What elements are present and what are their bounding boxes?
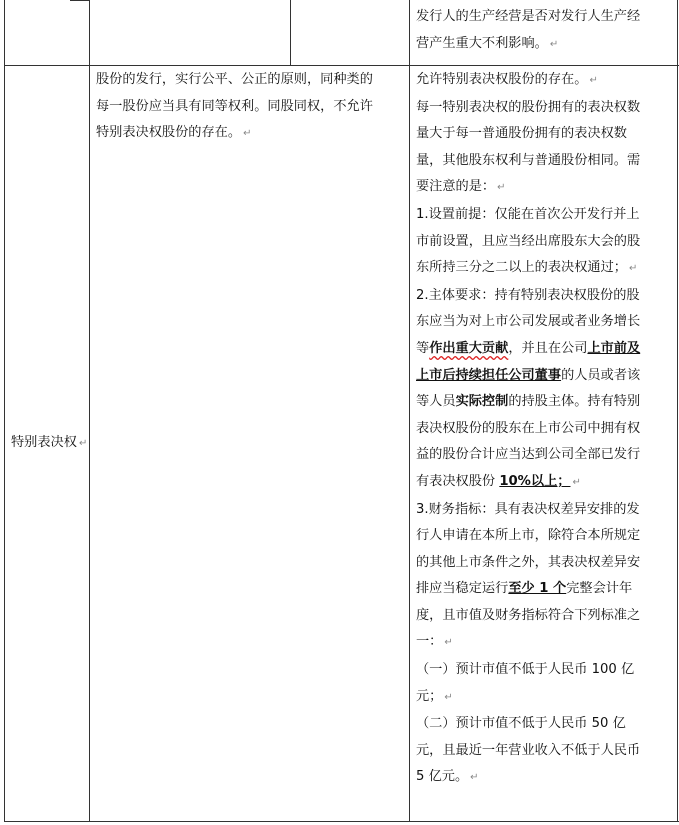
text-line: 上市后持续担任公司董事的人员或者该 — [416, 367, 641, 383]
text-line: 营产生重大不利影响。 ↵ — [416, 35, 559, 51]
text-line: 表决权股份的股东在上市公司中拥有权 — [416, 420, 641, 436]
text-line: 的其他上市条件之外，其表决权差异安 — [416, 554, 641, 570]
text-line: 东所持三分之二以上的表决权通过； ↵ — [416, 260, 638, 276]
emphasis-at-least-one: 至少 1 个 — [508, 581, 567, 597]
text-line: 行人申请在本所上市，除符合本所规定 — [416, 528, 641, 544]
text-line: 排应当稳定运行至少 1 个完整会计年 — [416, 581, 633, 597]
paragraph-mark-icon: ↵ — [589, 75, 598, 86]
text-line: 等作出重大贡献，并且在公司上市前及 — [416, 340, 641, 356]
text-line: 量大于每一普通股份拥有的表决权数 — [416, 126, 627, 142]
paragraph-mark-icon: ↵ — [629, 263, 638, 275]
emphasis-actual-control: 实际控制 — [455, 394, 509, 410]
text-line: 每一特别表决权的股份拥有的表决权数 — [416, 99, 641, 115]
text-line: 度，且市值及财务指标符合下列标准之 — [416, 607, 641, 623]
text-line: 3.财务指标：具有表决权差异安排的发 — [416, 501, 640, 517]
emphasis-before-after-listing: 上市前及 — [587, 340, 641, 356]
col2-main-text — [96, 67, 406, 148]
text-line: 有表决权股份 10%以上； ↵ — [416, 473, 581, 489]
top-row-inner-divider — [290, 0, 291, 66]
table-bottom-border — [4, 821, 679, 822]
text-line: 股份的发行，实行公平、公正的原则，同种类的 — [96, 72, 373, 87]
paragraph-mark-icon: ↵ — [243, 128, 252, 140]
text-line: 1.设置前提：仅能在首次公开发行并上 — [416, 206, 640, 222]
text-line: 东应当为对上市公司发展或者业务增长 — [416, 314, 641, 330]
text-line: 益的股份合计应当达到公司全部已发行 — [416, 447, 641, 463]
text-line: 元； ↵ — [416, 688, 453, 704]
paragraph-mark-icon: ↵ — [572, 476, 581, 488]
table-left-border — [4, 0, 5, 822]
paragraph-mark-icon: ↵ — [497, 182, 506, 194]
paragraph-mark-icon: ↵ — [444, 637, 453, 649]
col2-col3-divider — [409, 0, 410, 822]
emphasis-major-contribution: 作出重大贡献 — [429, 340, 509, 356]
paragraph-mark-icon: ↵ — [470, 772, 479, 784]
emphasis-ten-percent: 10%以上； — [499, 473, 571, 489]
text-line: 量，其他股东权利与普通股份相同。需 — [416, 152, 641, 168]
col1-col2-divider — [89, 0, 90, 822]
row-label-special-voting-rights: 特别表决权 ↵ — [11, 435, 88, 450]
text-line: 5 亿元。 ↵ — [416, 769, 479, 785]
text-line: 特别表决权股份的存在。 ↵ — [96, 125, 252, 141]
text-line: 等人员实际控制的持股主体。持有特别 — [416, 394, 641, 410]
text-line: 2.主体要求：持有特别表决权股份的股 — [416, 287, 640, 303]
text-line: （一）预计市值不低于人民币 100 亿 — [416, 662, 635, 678]
text-line: 允许特别表决权股份的存在。 ↵ — [416, 72, 598, 87]
paragraph-mark-icon: ↵ — [444, 691, 453, 703]
col3-main-text — [416, 67, 674, 792]
emphasis-serve-as-director: 上市后持续担任公司董事 — [416, 367, 562, 383]
row-divider — [4, 65, 679, 66]
text-line: 市前设置，且应当经出席股东大会的股 — [416, 233, 641, 249]
top-row-col3-text — [416, 4, 674, 58]
text-line: 一： ↵ — [416, 634, 453, 650]
paragraph-mark-icon: ↵ — [78, 438, 88, 449]
text-line: 要注意的是： ↵ — [416, 179, 506, 195]
text-line: 每一股份应当具有同等权利。同股同权，不允许 — [96, 98, 373, 114]
text-line: （二）预计市值不低于人民币 50 亿 — [416, 716, 626, 732]
table-top-border-stub — [70, 0, 90, 1]
table-right-border — [677, 0, 678, 822]
text-line: 发行人的生产经营是否对发行人生产经 — [416, 9, 641, 24]
paragraph-mark-icon: ↵ — [549, 38, 559, 50]
text-line: 元，且最近一年营业收入不低于人民币 — [416, 742, 641, 758]
